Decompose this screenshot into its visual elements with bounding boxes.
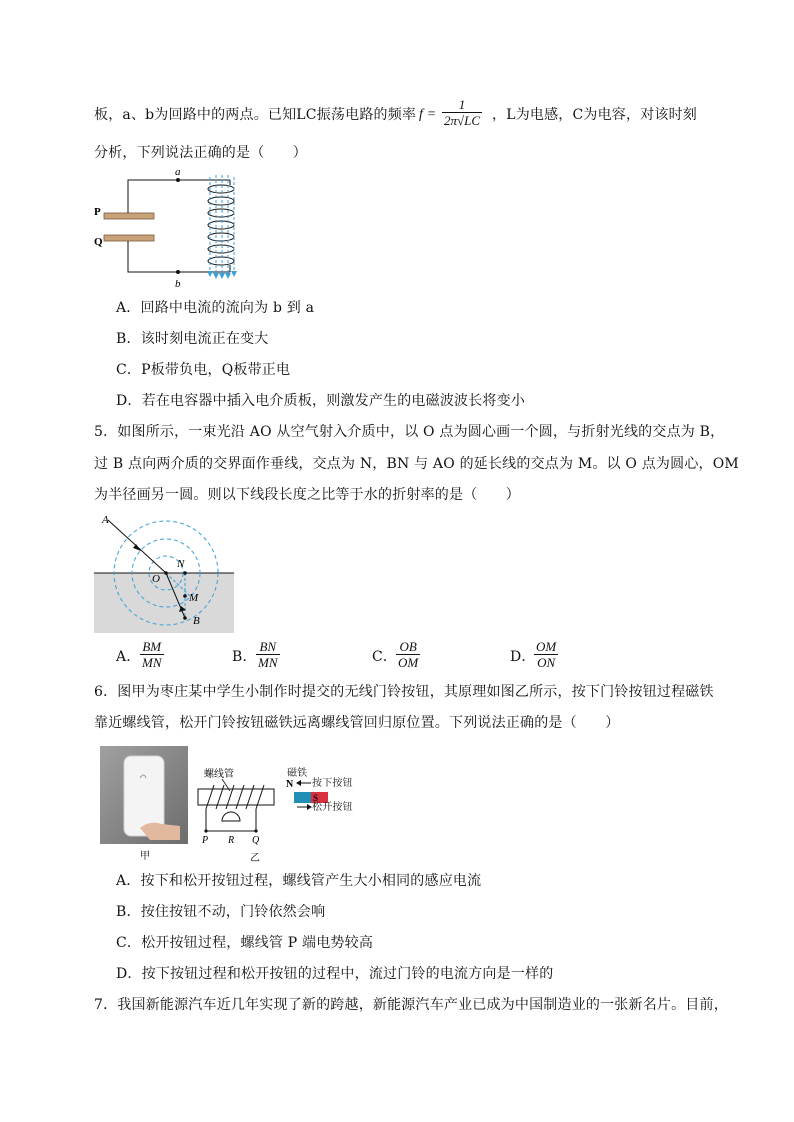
- q5-option-a-fraction: [140, 639, 164, 670]
- q5-option-d-den: ON: [537, 655, 556, 670]
- q5-option-b-label: B．: [232, 649, 257, 665]
- q5-line3: 为半径画另一圆。则以下线段长度之比等于水的折射率的是（ ）: [94, 487, 520, 503]
- label-release: 松开按钮: [312, 802, 353, 813]
- label-b-point: B: [193, 615, 200, 627]
- q7-line1: 7．我国新能源汽车近几年实现了新的跨越，新能源汽车产业已成为中国制造业的一张新名片。目前，: [94, 997, 728, 1013]
- lc-circuit-figure: [90, 165, 250, 290]
- doorbell-r-icon: [222, 812, 240, 821]
- q5-option-d-label: D．: [510, 649, 536, 665]
- q5-option-a-den: MN: [142, 655, 162, 670]
- capacitor-plate-q: [104, 235, 154, 241]
- label-a: a: [175, 166, 181, 178]
- q6-option-a: A．按下和松开按钮过程，螺线管产生大小相同的感应电流: [116, 873, 482, 889]
- label-n-pole: N: [286, 779, 294, 790]
- label-magnet: 磁铁: [287, 768, 308, 779]
- label-p: P: [94, 206, 101, 218]
- release-arrow-icon: [296, 802, 312, 812]
- label-q: Q: [94, 236, 103, 248]
- label-r: R: [228, 835, 235, 846]
- q5-line2: 过 B 点向两介质的交界面作垂线，交点为 N，BN 与 AO 的延长线的交点为 M。以 O 点为圆心，OM: [94, 456, 739, 472]
- q5-option-b-den: MN: [258, 655, 278, 670]
- point-b: [176, 270, 180, 274]
- label-b: b: [175, 278, 181, 290]
- press-arrow-icon: [296, 778, 312, 788]
- capacitor-plate-p: [104, 213, 154, 219]
- label-p-end: P: [202, 835, 209, 846]
- q5-option-b-num: BN: [256, 639, 280, 655]
- point-a: [176, 178, 180, 182]
- q5-option-a-num: BM: [140, 639, 164, 655]
- q4-line2: 分析，下列说法正确的是（ ）: [94, 145, 307, 161]
- q6-option-d: D．按下按钮过程和松开按钮的过程中，流过门铃的电流方向是一样的: [116, 966, 554, 982]
- q5-option-c-fraction: [396, 639, 420, 670]
- label-jia: 甲: [140, 851, 150, 862]
- q4-option-a: A．回路中电流的流向为 b 到 a: [116, 300, 315, 316]
- label-o: O: [152, 573, 160, 585]
- q4-option-d: D．若在电容器中插入电介质板，则激发产生的电磁波波长将变小: [116, 393, 526, 409]
- q5-option-c-den: OM: [398, 655, 419, 670]
- q4-formula-den: 2π√LC: [444, 113, 481, 128]
- label-s-pole: S: [313, 793, 319, 803]
- label-m: M: [189, 592, 199, 604]
- q4-option-b: B．该时刻电流正在变大: [116, 331, 269, 347]
- label-press: 按下按钮: [312, 778, 353, 789]
- q6-option-c: C．松开按钮过程，螺线管 P 端电势较高: [116, 935, 374, 951]
- q6-line2: 靠近螺线管，松开门铃按钮磁铁远离螺线管回归原位置。下列说法正确的是（ ）: [94, 715, 620, 731]
- label-q-end: Q: [252, 835, 260, 846]
- inductor-coil: [208, 185, 234, 265]
- q6-line1: 6．图甲为枣庄某中学生小制作时提交的无线门铃按钮，其原理如图乙所示，按下门铃按钮过程磁铁: [94, 684, 714, 700]
- q4-option-c: C．P板带负电，Q板带正电: [116, 362, 291, 378]
- label-a-point: A: [102, 514, 109, 526]
- q5-option-c-label: C．: [372, 649, 398, 665]
- q4-line1-pre: 板，a、b为回路中的两点。已知LC振荡电路的频率: [94, 107, 417, 123]
- q4-formula-fraction: [442, 97, 482, 128]
- q6-option-b: B．按住按钮不动，门铃依然会响: [116, 904, 326, 920]
- label-yi: 乙: [250, 853, 260, 863]
- q5-option-b-fraction: [256, 639, 280, 670]
- q5-line1: 5．如图所示，一束光沿 AO 从空气射入介质中，以 O 点为圆心画一个圆，与折射光线的交点为 B，: [94, 424, 725, 440]
- q5-option-a-label: A．: [116, 649, 141, 665]
- label-solenoid: 螺线管: [204, 769, 234, 780]
- q4-formula-f: f =: [419, 107, 437, 122]
- magnetic-field-lines: [210, 175, 234, 275]
- refraction-figure: [94, 510, 234, 635]
- q5-option-c-num: OB: [396, 639, 420, 655]
- q5-option-d-fraction: [534, 639, 558, 670]
- q5-option-d-num: OM: [536, 639, 557, 654]
- q4-formula-num: 1: [442, 97, 482, 113]
- q4-line1-post: ，L为电感，C为电容，对该时刻: [492, 107, 698, 123]
- label-n: N: [177, 558, 185, 570]
- doorbell-photo-figure: [100, 746, 190, 864]
